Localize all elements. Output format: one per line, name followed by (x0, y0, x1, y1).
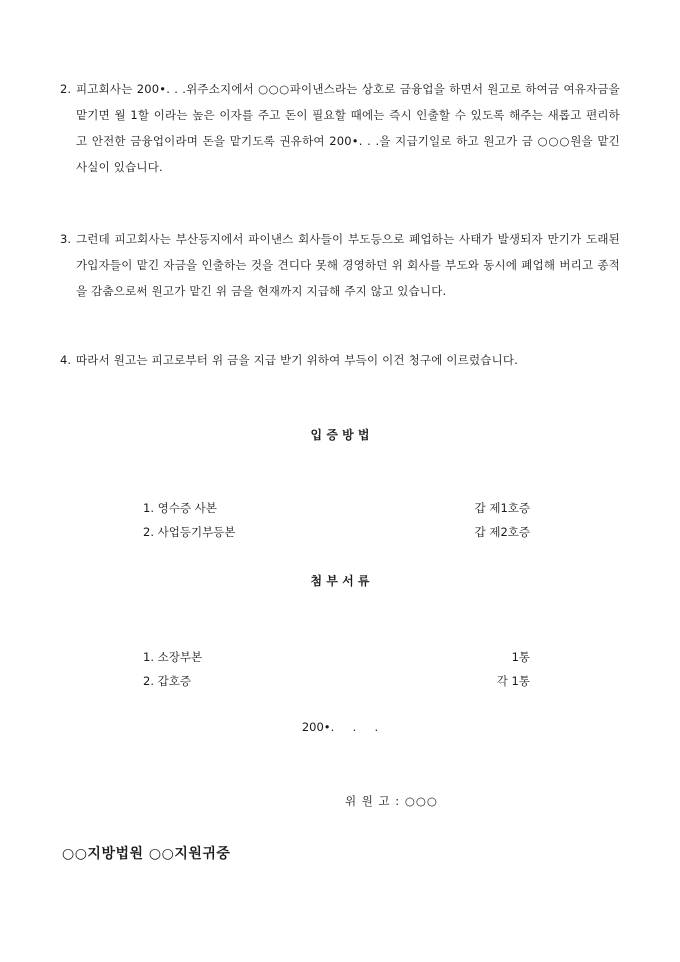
attachment-item-count: 1통 (511, 650, 530, 664)
evidence-item-name: 2. 사업등기부등본 (143, 525, 236, 539)
document-date: 200•. . . (301, 720, 379, 734)
paragraph-text: 피고회사는 200•. . .위주소지에서 ○○○파이낸스라는 상호로 금융업을 하면서 원고로 하여금 여유자금을 맡기면 월 1할 이라는 높은 이자를 주고 돈이 필요할 때에는 즉시 인출할 수 있도록 해주는 새롭고 편리하고 안전한 금융업이라며 돈을 맡기도록 권유하여 200•. . .을 지급기일로 하고 원고가 금 ○○○원을 맡긴 사실이 있습니다. (76, 82, 620, 174)
evidence-item-ref: 갑 제1호증 (474, 501, 530, 515)
evidence-list (143, 496, 530, 544)
paragraph-4 (60, 347, 620, 373)
list-item (143, 520, 530, 544)
plaintiff-signature-line: 위 원 고 : ○○○ (345, 794, 438, 808)
list-item (143, 496, 530, 520)
paragraph-text: 그런데 피고회사는 부산등지에서 파이낸스 회사들이 부도등으로 폐업하는 사태가 발생되자 만기가 도래된 가입자들이 맡긴 자금을 인출하는 것을 견디다 못해 경영하던 위 회사를 부도와 동시에 폐업해 버리고 종적을 감춤으로써 원고가 맡긴 위 금을 현재까지 지급해 주지 않고 있습니다. (76, 232, 620, 298)
paragraph-text: 따라서 원고는 피고로부터 위 금을 지급 받기 위하여 부득이 이건 청구에 이르렀습니다. (76, 353, 519, 367)
attachments-list (143, 645, 530, 693)
attachments-section-title: 첨 부 서 류 (310, 574, 370, 588)
list-item (143, 645, 530, 669)
list-item (143, 669, 530, 693)
paragraph-3 (60, 226, 620, 304)
paragraph-number: 4. (60, 353, 71, 367)
paragraph-number: 3. (60, 232, 71, 246)
paragraph-2 (60, 76, 620, 180)
attachment-item-count: 각 1통 (496, 674, 530, 688)
attachment-item-name: 1. 소장부본 (143, 650, 203, 664)
evidence-section-title: 입 증 방 법 (310, 428, 370, 442)
court-addressee: ○○지방법원 ○○지원귀중 (62, 846, 231, 862)
evidence-item-ref: 갑 제2호증 (474, 525, 530, 539)
evidence-item-name: 1. 영수증 사본 (143, 501, 217, 515)
attachment-item-name: 2. 갑호증 (143, 674, 191, 688)
paragraph-number: 2. (60, 82, 71, 96)
